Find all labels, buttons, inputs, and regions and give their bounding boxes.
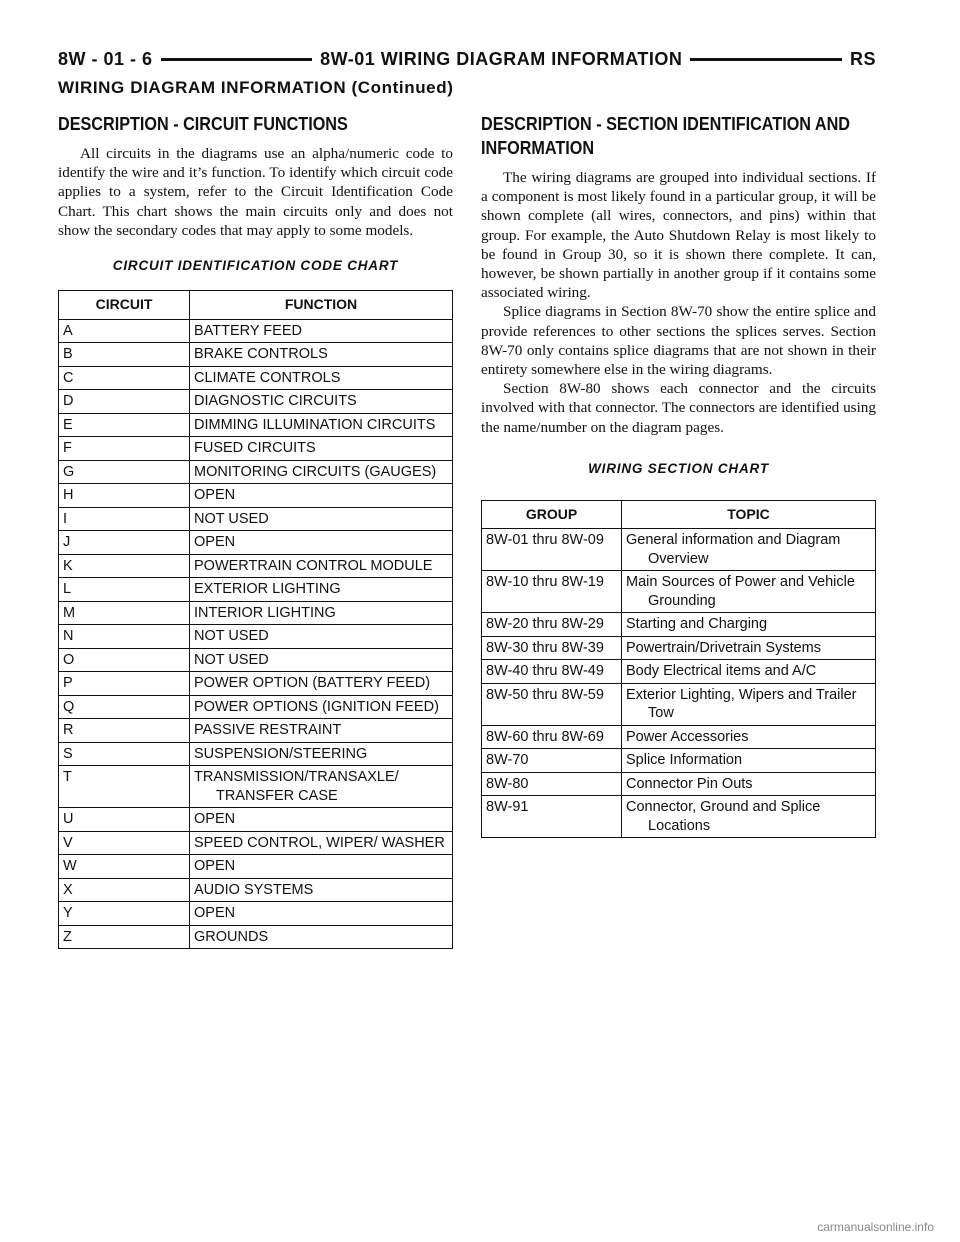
paragraph: All circuits in the diagrams use an alpha/numeric code to identify the wire and it’s function. To identify which circuit code applies to a system, refer to the Circuit Identification Code Chart. This chart shows the main circuits only and does not show the secondary codes that may apply to some models. [58,145,453,239]
column-header-group: GROUP [482,500,622,529]
circuit-function-cell [190,390,453,414]
table-row [59,343,453,367]
circuit-function-cell [190,672,453,696]
circuit-function: OPEN [194,905,236,922]
circuit-identification-table [58,290,453,949]
circuit-code: I [59,507,190,531]
circuit-function: BRAKE CONTROLS [194,346,328,363]
table-row [59,437,453,461]
circuit-function: GROUNDS [194,928,269,945]
circuit-function-cell [190,766,453,808]
table-row [482,749,876,773]
section-topic-cell [622,683,876,725]
table-row [59,925,453,949]
table-row [59,719,453,743]
table-row [59,578,453,602]
table-row [59,554,453,578]
circuit-function: POWERTRAIN CONTROL MODULE [194,557,433,574]
table-row [59,366,453,390]
circuit-function: CLIMATE CONTROLS [194,369,341,386]
section-topic-cell [622,613,876,637]
table-row [482,772,876,796]
section-group: 8W-80 [482,772,622,796]
section-topic: General information and Diagram Overview [626,532,841,567]
section-identification-text [481,168,876,437]
header-rule-left [161,58,313,61]
section-topic-cell [622,571,876,613]
circuit-function: SUSPENSION/STEERING [194,745,368,762]
circuit-code: Z [59,925,190,949]
column-header-topic: TOPIC [622,500,876,529]
section-group: 8W-10 thru 8W-19 [482,571,622,613]
circuit-function: OPEN [194,811,236,828]
circuit-function-cell [190,460,453,484]
table-row [482,529,876,571]
circuit-function-cell [190,437,453,461]
table-row [59,902,453,926]
circuit-function-cell [190,484,453,508]
circuit-chart-title: CIRCUIT IDENTIFICATION CODE CHART [112,258,399,274]
circuit-code: Q [59,695,190,719]
section-group: 8W-40 thru 8W-49 [482,660,622,684]
paragraph: Section 8W-80 shows each connector and the circuits involved with that connector. The connectors are identified using the name/number on the diagram pages. [481,380,876,436]
table-row [59,766,453,808]
circuit-code: J [59,531,190,555]
circuit-function-cell [190,925,453,949]
table-row [59,390,453,414]
section-group: 8W-30 thru 8W-39 [482,636,622,660]
circuit-function-cell [190,878,453,902]
section-identification-heading: DESCRIPTION - SECTION IDENTIFICATION AND INFORMATION [481,114,851,158]
circuit-code: O [59,648,190,672]
circuit-function-cell [190,625,453,649]
section-group: 8W-91 [482,796,622,838]
table-row [482,660,876,684]
circuit-function: OPEN [194,487,236,504]
circuit-function-cell [190,695,453,719]
circuit-code: T [59,766,190,808]
circuit-functions-text [58,144,453,240]
table-row [59,601,453,625]
table-row [59,460,453,484]
model-code: RS [849,48,876,69]
circuit-code: V [59,831,190,855]
circuit-code: X [59,878,190,902]
table-row [59,507,453,531]
circuit-functions-heading: DESCRIPTION - CIRCUIT FUNCTIONS [58,114,348,134]
circuit-code: Y [59,902,190,926]
continued-title: WIRING DIAGRAM INFORMATION (Continued) [58,78,454,97]
table-row [482,571,876,613]
section-topic: Main Sources of Power and Vehicle Grounding [626,574,855,609]
circuit-code: P [59,672,190,696]
circuit-code: W [59,855,190,879]
circuit-code: F [59,437,190,461]
circuit-code: S [59,742,190,766]
circuit-code: K [59,554,190,578]
circuit-code: E [59,413,190,437]
table-row [59,413,453,437]
table-row [482,725,876,749]
circuit-function: PASSIVE RESTRAINT [194,722,342,739]
section-topic: Connector Pin Outs [626,775,753,792]
header-rule-right [690,58,842,61]
section-group: 8W-50 thru 8W-59 [482,683,622,725]
circuit-function: INTERIOR LIGHTING [194,604,336,621]
circuit-function-cell [190,507,453,531]
circuit-function: POWER OPTIONS (IGNITION FEED) [194,698,439,715]
table-row [59,855,453,879]
circuit-function: DIAGNOSTIC CIRCUITS [194,393,357,410]
section-group: 8W-01 thru 8W-09 [482,529,622,571]
circuit-code: D [59,390,190,414]
circuit-function: SPEED CONTROL, WIPER/ WASHER [194,834,445,851]
watermark: carmanualsonline.info [817,1220,934,1234]
table-row [59,319,453,343]
circuit-function: NOT USED [194,651,269,668]
section-group: 8W-60 thru 8W-69 [482,725,622,749]
circuit-code: N [59,625,190,649]
circuit-function: POWER OPTION (BATTERY FEED) [194,675,431,692]
section-topic: Exterior Lighting, Wipers and Trailer Tow [626,686,857,722]
section-group: 8W-20 thru 8W-29 [482,613,622,637]
table-row [482,636,876,660]
circuit-function: TRANSMISSION/TRANSAXLE/ TRANSFER CASE [194,769,399,804]
section-topic-cell [622,529,876,571]
table-row [59,531,453,555]
circuit-code: H [59,484,190,508]
table-row [59,878,453,902]
table-header-row [59,291,453,320]
table-row [59,808,453,832]
circuit-function-cell [190,319,453,343]
section-topic-cell [622,636,876,660]
table-row [59,648,453,672]
section-topic: Body Electrical items and A/C [626,663,817,680]
circuit-code: G [59,460,190,484]
section-topic: Splice Information [626,752,743,769]
wiring-chart-title: WIRING SECTION CHART [588,460,769,476]
circuit-code: M [59,601,190,625]
section-topic: Power Accessories [626,728,749,745]
circuit-function: OPEN [194,534,236,551]
circuit-function: MONITORING CIRCUITS (GAUGES) [194,463,437,480]
table-row [59,831,453,855]
left-column [58,112,453,949]
circuit-function: DIMMING ILLUMINATION CIRCUITS [194,416,436,433]
table-row [59,742,453,766]
circuit-function-cell [190,902,453,926]
table-row [59,672,453,696]
column-header-function: FUNCTION [190,291,453,320]
section-topic: Powertrain/Drivetrain Systems [626,639,821,656]
paragraph: The wiring diagrams are grouped into individual sections. If a component is most likely found in a particular group, it will be shown complete (all wires, connectors, and pins) within that group. For example, the Auto Shutdown Relay is most likely to be found in Group 30, so it is shown there complete. It can, however, be shown partially in another group if it contains some associated wiring. [481,169,876,302]
section-topic: Connector, Ground and Splice Locations [626,799,821,834]
table-row [482,683,876,725]
circuit-function: NOT USED [194,628,269,645]
circuit-function-cell [190,366,453,390]
circuit-function-cell [190,719,453,743]
section-title: 8W-01 WIRING DIAGRAM INFORMATION [320,48,683,69]
section-topic: Starting and Charging [626,616,768,633]
circuit-function: EXTERIOR LIGHTING [194,581,341,598]
circuit-code: L [59,578,190,602]
circuit-function: FUSED CIRCUITS [194,440,316,457]
section-topic-cell [622,772,876,796]
table-header-row [482,500,876,529]
circuit-function-cell [190,343,453,367]
circuit-function-cell [190,601,453,625]
table-row [482,796,876,838]
circuit-function-cell [190,648,453,672]
circuit-function: OPEN [194,858,236,875]
circuit-function-cell [190,831,453,855]
circuit-code: B [59,343,190,367]
circuit-function: NOT USED [194,510,269,527]
circuit-function-cell [190,855,453,879]
circuit-code: C [59,366,190,390]
circuit-function-cell [190,531,453,555]
paragraph: Splice diagrams in Section 8W-70 show the entire splice and provide references to other sections the splices serves. Section 8W-70 only contains splice diagrams that are not shown in their entirety somewhere else in the wiring diagrams. [481,303,876,379]
section-topic-cell [622,725,876,749]
section-topic-cell [622,796,876,838]
circuit-function-cell [190,808,453,832]
circuit-code: R [59,719,190,743]
circuit-code: U [59,808,190,832]
circuit-code: A [59,319,190,343]
right-column [481,112,876,838]
circuit-function-cell [190,554,453,578]
page-number: 8W - 01 - 6 [58,48,153,69]
table-row [59,625,453,649]
table-row [482,613,876,637]
circuit-function-cell [190,413,453,437]
section-topic-cell [622,749,876,773]
circuit-function-cell [190,578,453,602]
section-group: 8W-70 [482,749,622,773]
column-header-circuit: CIRCUIT [59,291,190,320]
circuit-function: BATTERY FEED [194,322,302,339]
circuit-function: AUDIO SYSTEMS [194,881,314,898]
circuit-function-cell [190,742,453,766]
wiring-section-table [481,500,876,839]
section-topic-cell [622,660,876,684]
page-header [58,48,876,70]
table-row [59,695,453,719]
table-row [59,484,453,508]
